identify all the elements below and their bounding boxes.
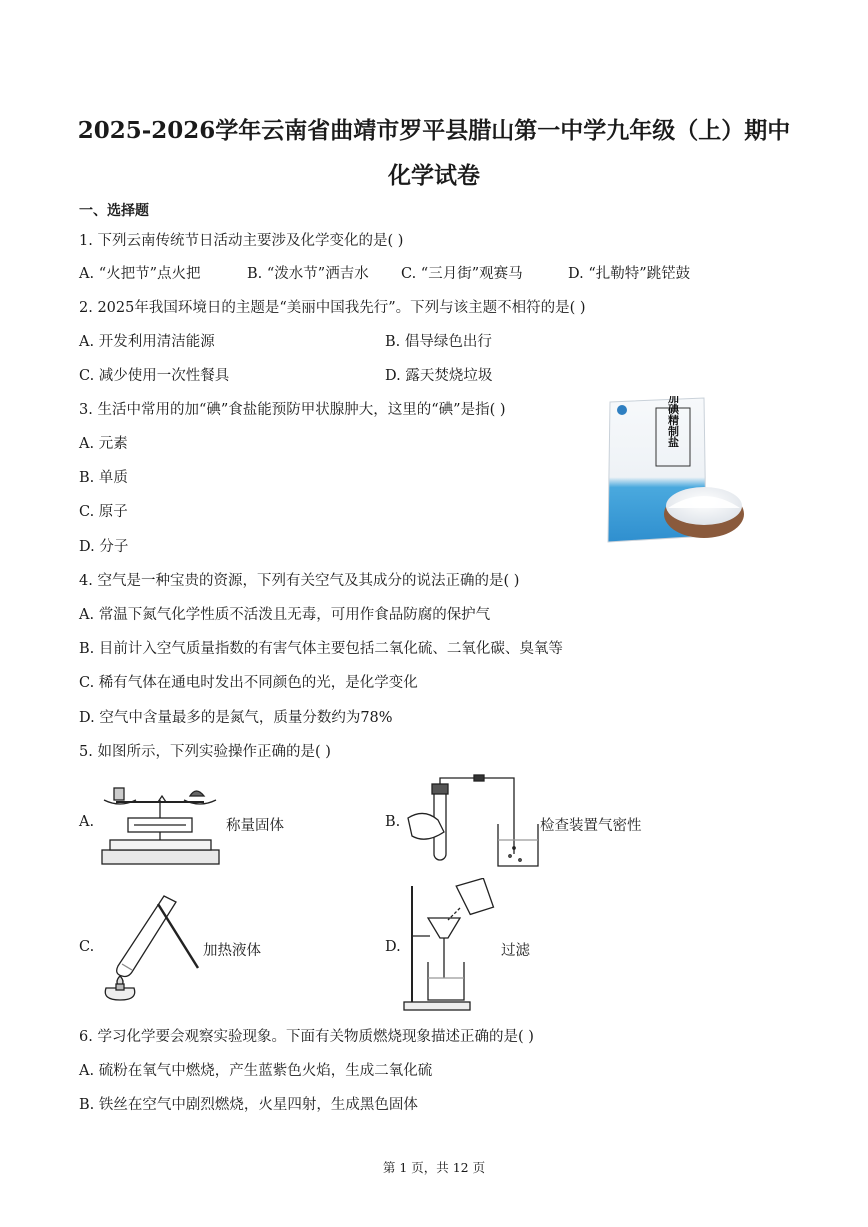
q4-option-a: A. 常温下氮气化学性质不活泼且无毒，可用作食品防腐的保护气	[79, 607, 491, 623]
q3-option-d: D. 分子	[79, 539, 129, 555]
q4-stem: 4. 空气是一种宝贵的资源，下列有关空气及其成分的说法正确的是( )	[79, 573, 520, 589]
q6-option-a: A. 硫粉在氧气中燃烧，产生蓝紫色火焰，生成二氧化硫	[79, 1063, 433, 1079]
q5-c-label: 加热液体	[203, 943, 261, 959]
balance-figure	[98, 778, 223, 868]
q3-option-c: C. 原子	[79, 504, 128, 520]
page-footer: 第 1 页，共 12 页	[382, 1160, 486, 1175]
q4-option-c: C. 稀有气体在通电时发出不同颜色的光，是化学变化	[79, 675, 418, 691]
q5-d-label: 过滤	[501, 943, 530, 959]
q1-option-c: C. “三月街”观赛马	[401, 266, 523, 282]
q1-option-b: B. “泼水节”洒吉水	[247, 266, 369, 282]
q3-stem: 3. 生活中常用的加“碘”食盐能预防甲状腺肿大，这里的“碘”是指( )	[79, 402, 506, 418]
q2-option-d: D. 露天焚烧垃圾	[385, 368, 493, 384]
q3-option-a: A. 元素	[79, 436, 128, 452]
q2-option-a: A. 开发利用清洁能源	[79, 334, 215, 350]
q5-d-letter: D.	[385, 939, 401, 955]
exam-title-line2: 化学试卷	[388, 162, 480, 189]
airtightness-figure	[404, 774, 544, 870]
q4-option-d: D. 空气中含量最多的是氮气，质量分数约为78%	[79, 710, 393, 726]
salt-package-text: 加碘精制盐	[666, 396, 680, 448]
iodized-salt-image	[606, 396, 746, 544]
q5-a-letter: A.	[79, 814, 95, 830]
q5-c-letter: C.	[79, 939, 95, 955]
q2-option-c: C. 减少使用一次性餐具	[79, 368, 230, 384]
q6-option-b: B. 铁丝在空气中剧烈燃烧，火星四射，生成黑色固体	[79, 1097, 418, 1113]
q1-option-a: A. “火把节”点火把	[79, 266, 201, 282]
exam-title-line1: 2025-2026学年云南省曲靖市罗平县腊山第一中学九年级（上）期中	[77, 117, 791, 144]
filtration-figure	[402, 878, 502, 1014]
section-heading: 一、选择题	[79, 203, 149, 219]
heating-liquid-figure	[98, 892, 202, 1002]
q5-b-label: 检查装置气密性	[540, 818, 642, 834]
q1-option-d: D. “扎勒特”跳铓鼓	[568, 266, 691, 282]
q5-b-letter: B.	[385, 814, 401, 830]
q2-stem: 2. 2025年我国环境日的主题是“美丽中国我先行”。下列与该主题不相符的是( )	[79, 300, 586, 316]
q6-stem: 6. 学习化学要会观察实验现象。下面有关物质燃烧现象描述正确的是( )	[79, 1029, 534, 1045]
q5-a-label: 称量固体	[226, 818, 284, 834]
q2-option-b: B. 倡导绿色出行	[385, 334, 492, 350]
q4-option-b: B. 目前计入空气质量指数的有害气体主要包括二氧化硫、二氧化碳、臭氧等	[79, 641, 563, 657]
q3-option-b: B. 单质	[79, 470, 128, 486]
q1-stem: 1. 下列云南传统节日活动主要涉及化学变化的是( )	[79, 233, 404, 249]
q5-stem: 5. 如图所示，下列实验操作正确的是( )	[79, 744, 331, 760]
